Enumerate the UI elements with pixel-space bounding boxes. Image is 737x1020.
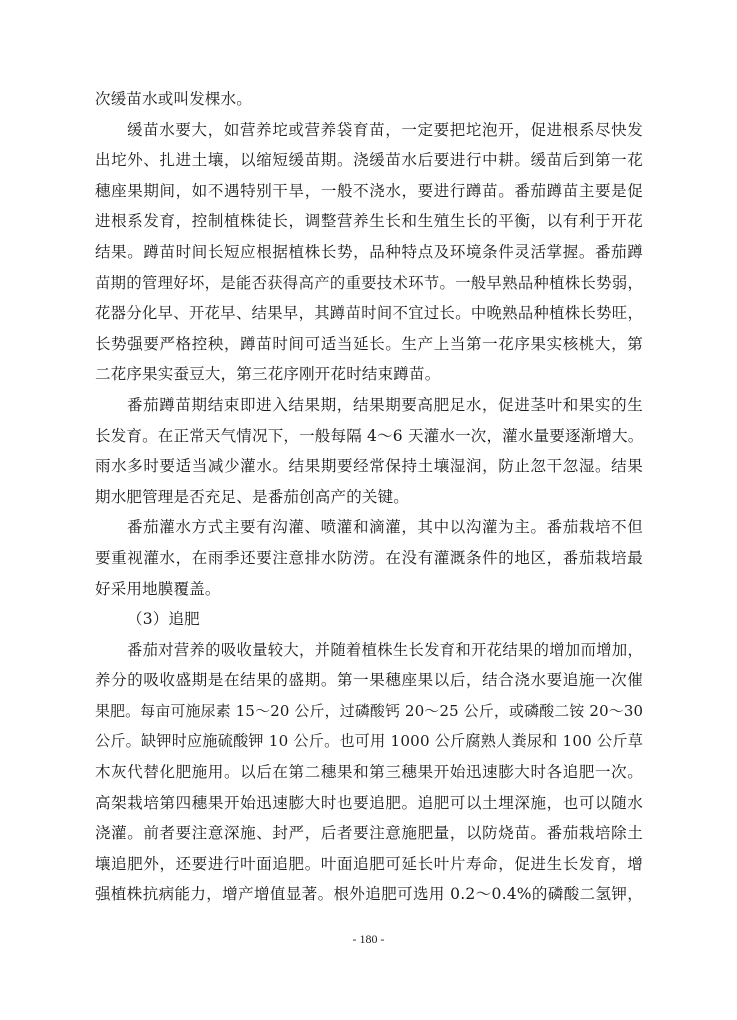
text-line: 高架栽培第四穗果开始迅速膨大时也要追肥。追肥可以土埋深施，也可以随水 xyxy=(95,793,643,812)
paragraph-continuation xyxy=(95,84,643,115)
text-line: 结果。蹲苗时间长短应根据植株长势，品种特点及环境条件灵活掌握。番茄蹲 xyxy=(95,242,643,261)
text-line: 番茄灌水方式主要有沟灌、喷灌和滴灌，其中以沟灌为主。番茄栽培不但 xyxy=(127,518,643,537)
paragraph-topdressing xyxy=(95,635,643,910)
text-line: 苗期的管理好坏，是能否获得高产的重要技术环节。一般早熟品种植株长势弱， xyxy=(95,273,643,292)
document-body xyxy=(95,84,643,910)
text-line: 二花序果实蚕豆大，第三花序刚开花时结束蹲苗。 xyxy=(95,365,441,384)
text-line: 穗座果期间，如不遇特别干旱，一般不浇水，要进行蹲苗。番茄蹲苗主要是促 xyxy=(95,181,643,200)
text-line: 雨水多时要适当减少灌水。结果期要经常保持土壤湿润，防止忽干忽湿。结果 xyxy=(95,457,643,476)
section-heading-topdressing: （3）追肥 xyxy=(127,610,200,629)
text-line: 好采用地膜覆盖。 xyxy=(95,579,221,598)
paragraph-irrigation-methods xyxy=(95,512,643,604)
paragraph-seedling-water xyxy=(95,115,643,390)
text-line: 出坨外、扎进土壤，以缩短缓苗期。浇缓苗水后要进行中耕。缓苗后到第一花 xyxy=(95,151,643,170)
text-line: 壤追肥外，还要进行叶面追肥。叶面追肥可延长叶片寿命，促进生长发育，增 xyxy=(95,854,643,873)
text-line: 果肥。每亩可施尿素 15～20 公斤，过磷酸钙 20～25 公斤，或磷酸二铵 20～30 xyxy=(95,701,644,720)
text-line: 期水肥管理是否充足、是番茄创高产的关键。 xyxy=(95,487,410,506)
text-line: 公斤。缺钾时应施硫酸钾 10 公斤。也可用 1000 公斤腐熟人粪尿和 100 公斤草 xyxy=(95,732,643,751)
text-line: 次缓苗水或叫发棵水。 xyxy=(95,90,253,108)
text-line: 花器分化早、开花早、结果早，其蹲苗时间不宜过长。中晚熟品种植株长势旺， xyxy=(95,304,643,323)
text-line: 浇灌。前者要注意深施、封严，后者要注意施肥量，以防烧苗。番茄栽培除土 xyxy=(95,824,643,843)
text-line: 要重视灌水，在雨季还要注意排水防涝。在没有灌溉条件的地区，番茄栽培最 xyxy=(95,548,643,567)
text-line: 缓苗水要大，如营养坨或营养袋育苗，一定要把坨泡开，促进根系尽快发 xyxy=(127,120,643,139)
text-line: 强植株抗病能力，增产增值显著。根外追肥可选用 0.2～0.4%的磷酸二氢钾， xyxy=(95,885,643,904)
text-line: 养分的吸收盛期是在结果的盛期。第一果穗座果以后，结合浇水要追施一次催 xyxy=(95,671,643,690)
text-line: 长发育。在正常天气情况下，一般每隔 4～6 天灌水一次，灌水量要逐渐增大。 xyxy=(95,426,644,445)
text-line: 长势强要严格控秧，蹲苗时间可适当延长。生产上当第一花序果实核桃大，第 xyxy=(95,334,643,353)
text-line: 番茄蹲苗期结束即进入结果期，结果期要高肥足水，促进茎叶和果实的生 xyxy=(127,395,643,414)
text-line: 番茄对营养的吸收量较大，并随着植株生长发育和开花结果的增加而增加， xyxy=(127,640,643,659)
paragraph-fruiting-period xyxy=(95,390,643,512)
text-line: 木灰代替化肥施用。以后在第二穗果和第三穗果开始迅速膨大时各追肥一次。 xyxy=(95,763,643,782)
page-number: - 180 - xyxy=(352,932,385,946)
text-line: 进根系发育，控制植株徒长，调整营养生长和生殖生长的平衡，以有利于开花 xyxy=(95,212,643,231)
